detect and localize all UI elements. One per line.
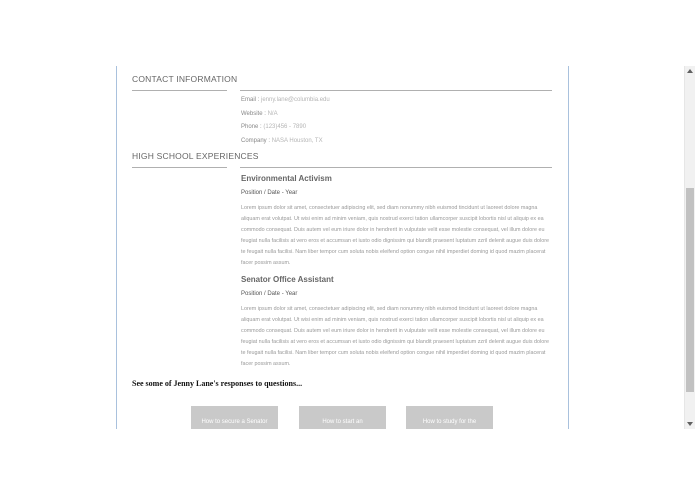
company-label: Company : xyxy=(241,138,271,144)
scroll-up-arrow-icon[interactable] xyxy=(687,69,693,73)
experiences-section-title: HIGH SCHOOL EXPERIENCES xyxy=(132,151,259,161)
page-viewport xyxy=(0,66,695,429)
experience-title: Environmental Activism xyxy=(241,174,332,183)
contact-phone xyxy=(241,124,306,130)
experience-meta: Position / Date - Year xyxy=(241,190,298,196)
contact-email xyxy=(241,97,330,103)
website-value: N/A xyxy=(267,111,278,117)
experiences-rule-left xyxy=(132,167,227,168)
question-card[interactable]: How to study for the xyxy=(406,406,493,429)
company-value: NASA Houston, TX xyxy=(271,138,323,144)
experience-description: Lorem ipsum dolor sit amet, consectetuer adipiscing elit, sed diam nonummy nibh euismod tincidunt ut laoreet dolore magna aliquam erat volutpat. Ut wisi enim ad minim veniam, quis nostrud exerci tation ullamcorper suscipit lobortis nisl ut aliquip ex ea commodo consequat. Duis autem vel eum iriure dolor in hendrerit in vulputate velit esse molestie consequat, vel illum dolore eu feugiat nulla facilisis at vero eros et accumsan et iusto odio dignissim qui blandit praesent luptatum zzril delenit augue duis dolore te feugait nulla facilisi. Nam liber tempor cum soluta nobis eleifend option congue nihil imperdiet doming id quod mazim placerat facer possim assum. xyxy=(241,205,550,266)
question-card[interactable]: How to start an xyxy=(299,406,386,429)
experience-description: Lorem ipsum dolor sit amet, consectetuer adipiscing elit, sed diam nonummy nibh euismod tincidunt ut laoreet dolore magna aliquam erat volutpat. Ut wisi enim ad minim veniam, quis nostrud exerci tation ullamcorper suscipit lobortis nisl ut aliquip ex ea commodo consequat. Duis autem vel eum iriure dolor in hendrerit in vulputate velit esse molestie consequat, vel illum dolore eu feugiat nulla facilisis at vero eros et accumsan et iusto odio dignissim qui blandit praesent luptatum zzril delenit augue duis dolore te feugait nulla facilisi. Nam liber tempor cum soluta nobis eleifend option congue nihil imperdiet doming id quod mazim placerat facer possim assum. xyxy=(241,306,550,367)
website-label: Website : xyxy=(241,111,266,117)
contact-section-title: CONTACT INFORMATION xyxy=(132,74,238,84)
contact-rule-right xyxy=(240,90,552,91)
vertical-scrollbar[interactable] xyxy=(684,66,695,429)
scroll-down-arrow-icon[interactable] xyxy=(687,422,693,426)
responses-heading: See some of Jenny Lane's responses to questions... xyxy=(132,379,303,388)
scrollbar-thumb[interactable] xyxy=(686,188,694,392)
question-card[interactable]: How to secure a Senator xyxy=(191,406,278,429)
experiences-rule-right xyxy=(240,167,552,168)
contact-website xyxy=(241,111,278,117)
email-label: Email : xyxy=(241,97,260,103)
experience-title: Senator Office Assistant xyxy=(241,275,334,284)
phone-value: (123)456 - 7890 xyxy=(263,124,307,130)
experience-meta: Position / Date - Year xyxy=(241,291,298,297)
frame-border-left xyxy=(116,66,117,429)
frame-border-right xyxy=(568,66,569,429)
email-value[interactable]: jenny.lane@columbia.edu xyxy=(261,97,330,103)
phone-label: Phone : xyxy=(241,124,262,130)
contact-company xyxy=(241,138,323,144)
contact-rule-left xyxy=(132,90,227,91)
